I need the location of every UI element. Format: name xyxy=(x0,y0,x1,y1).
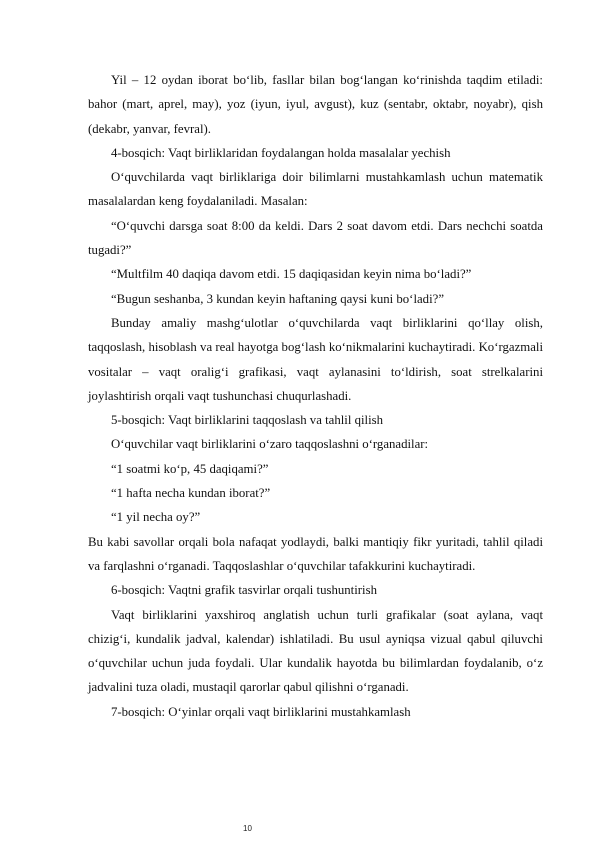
compare-question-1: “1 soatmi ko‘p, 45 daqiqami?” xyxy=(111,461,269,476)
example-question-1: “O‘quvchi darsga soat 8:00 da keldi. Dars 2 soat davom etdi. Dars nechchi soatda tugadi?” xyxy=(88,218,543,258)
compare-question-2: “1 hafta necha kundan iborat?” xyxy=(111,486,271,501)
paragraph-stage-4-intro: O‘quvchilarda vaqt birliklariga doir bilimlarni mustahkamlash uchun matematik masalalardan keng foydalaniladi. Masalan: xyxy=(88,170,543,209)
page-number: 10 xyxy=(243,824,252,833)
compare-question-3: “1 yil necha oy?” xyxy=(111,510,201,525)
stage-6-heading: 6-bosqich: Vaqtni grafik tasvirlar orqali tushuntirish xyxy=(111,583,377,598)
example-question-2: “Multfilm 40 daqiqa davom etdi. 15 daqiqasidan keyin nima bo‘ladi?” xyxy=(111,267,472,282)
paragraph-logical-thinking: Bu kabi savollar orqali bola nafaqat yodlaydi, balki mantiqiy fikr yuritadi, tahlil qiladi va farqlashni o‘rganadi. Taqqoslashlar o‘quvchilar tafakkurini kuchaytiradi. xyxy=(88,534,543,573)
example-question-3: “Bugun seshanba, 3 kundan keyin haftaning qaysi kuni bo‘ladi?” xyxy=(111,291,444,306)
paragraph-graphics: Vaqt birliklarini yaxshiroq anglatish uchun turli grafikalar (soat aylana, vaqt chizig‘i, kundalik jadval, kalendar) ishlatiladi. Bu usul ayniqsa vizual qabul qiluvchi o‘quvchilar uchun juda foydali. Ular kundalik hayotda bu bilimlardan foydalanib, o‘z jadvalini tuza oladi, mustaqil qarorlar qabul qilishni o‘rganadi. xyxy=(88,607,543,695)
stage-7-heading: 7-bosqich: O‘yinlar orqali vaqt birliklarini mustahkamlash xyxy=(111,704,411,719)
paragraph-seasons: Yil – 12 oydan iborat bo‘lib, fasllar bilan bog‘langan ko‘rinishda taqdim etiladi: bahor (mart, aprel, may), yoz (iyun, iyul, avgust), kuz (sentabr, oktabr, noyabr), qish (dekabr, yanvar, fevral). xyxy=(88,73,543,136)
paragraph-practical-exercises: Bunday amaliy mashg‘ulotlar o‘quvchilarda vaqt birliklarini qo‘llay olish, taqqoslash, hisoblash va real hayotga bog‘lash ko‘nikmalarini kuchaytiradi. Ko‘rgazmali vositalar – vaqt oralig‘i grafikasi, vaqt aylanasini to‘ldirish, soat strelkalarini joylashtirish orqali vaqt tushunchasi chuqurlashadi. xyxy=(88,315,543,403)
document-body xyxy=(88,68,543,724)
paragraph-stage-5-intro: O‘quvchilar vaqt birliklarini o‘zaro taqqoslashni o‘rganadilar: xyxy=(111,437,429,452)
stage-5-heading: 5-bosqich: Vaqt birliklarini taqqoslash va tahlil qilish xyxy=(111,413,384,428)
stage-4-heading: 4-bosqich: Vaqt birliklaridan foydalangan holda masalalar yechish xyxy=(111,145,451,160)
